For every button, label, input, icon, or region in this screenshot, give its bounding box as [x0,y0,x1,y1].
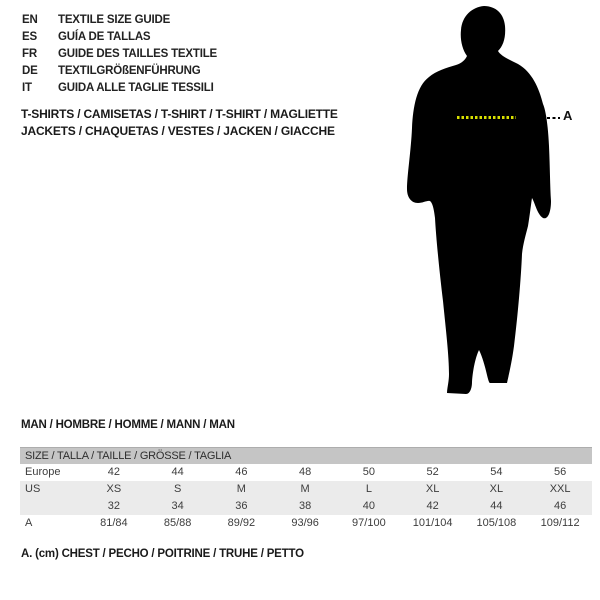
table-cell: 44 [490,500,503,512]
section-title-man: MAN / HOMBRE / HOMME / MANN / MAN [21,419,235,431]
language-row [22,46,217,63]
language-row [22,63,217,80]
language-code: FR [22,48,37,60]
table-row-chest-a [20,515,592,532]
table-cell: 36 [235,500,248,512]
language-code: ES [22,31,37,43]
table-cell: 97/100 [352,517,386,529]
language-label: GUÍA DE TALLAS [58,31,151,43]
chest-measure-line [457,116,516,119]
measure-extension-line [547,117,560,119]
size-table [20,447,592,532]
row-label: Europe [25,466,61,478]
table-cell: 56 [554,466,567,478]
category-line-tshirts: T-SHIRTS / CAMISETAS / T-SHIRT / T-SHIRT / MAGLIETTE [21,107,338,121]
table-cell: L [365,483,372,495]
table-cell: 109/112 [540,517,580,529]
table-cell: 42 [107,466,120,478]
table-cell: 52 [426,466,439,478]
language-row [22,12,217,29]
language-row [22,29,217,46]
table-cell: 32 [107,500,120,512]
language-label: GUIDE DES TAILLES TEXTILE [58,48,217,60]
language-code: DE [22,65,38,77]
table-cell: 38 [299,500,312,512]
category-line-jackets: JACKETS / CHAQUETAS / VESTES / JACKEN / GIACCHE [21,124,335,138]
table-cell: 81/84 [100,517,128,529]
table-cell: 48 [299,466,312,478]
measure-label-a: A [563,108,573,123]
language-code: IT [22,82,32,94]
language-code: EN [22,14,38,26]
table-cell: 101/104 [412,517,453,529]
table-cell: 40 [362,500,375,512]
table-cell: 46 [554,500,567,512]
size-table-header: SIZE / TALLA / TAILLE / GRÖSSE / TAGLIA [20,447,592,464]
table-row-us [20,481,592,498]
table-cell: 44 [171,466,184,478]
table-cell: 105/108 [476,517,517,529]
table-cell: 34 [171,500,184,512]
language-label: TEXTILE SIZE GUIDE [58,14,171,26]
language-label: TEXTILGRÖßENFÜHRUNG [58,65,201,77]
table-cell: M [236,483,246,495]
table-cell: XL [425,483,440,495]
table-row-europe [20,464,592,481]
language-row [22,80,217,97]
category-list [21,106,338,140]
man-silhouette [403,6,565,398]
table-cell: 42 [426,500,439,512]
table-cell: XL [489,483,504,495]
table-cell: 93/96 [291,517,319,529]
table-cell: M [300,483,310,495]
footnote-chest-legend: A. (cm) CHEST / PECHO / POITRINE / TRUHE / PETTO [21,548,304,560]
table-cell: 85/88 [163,517,192,529]
language-list [22,12,217,97]
man-silhouette-graphic [403,6,565,398]
table-cell: 50 [362,466,375,478]
row-label: A [25,517,33,529]
table-cell: XS [106,483,122,495]
table-cell: 89/92 [227,517,256,529]
language-label: GUIDA ALLE TAGLIE TESSILI [58,82,214,94]
table-row-numeric [20,498,592,515]
table-cell: 46 [235,466,248,478]
table-cell: S [173,483,182,495]
row-label [20,498,82,515]
row-label: US [25,483,41,495]
table-cell: 54 [490,466,503,478]
table-cell: XXL [549,483,571,495]
